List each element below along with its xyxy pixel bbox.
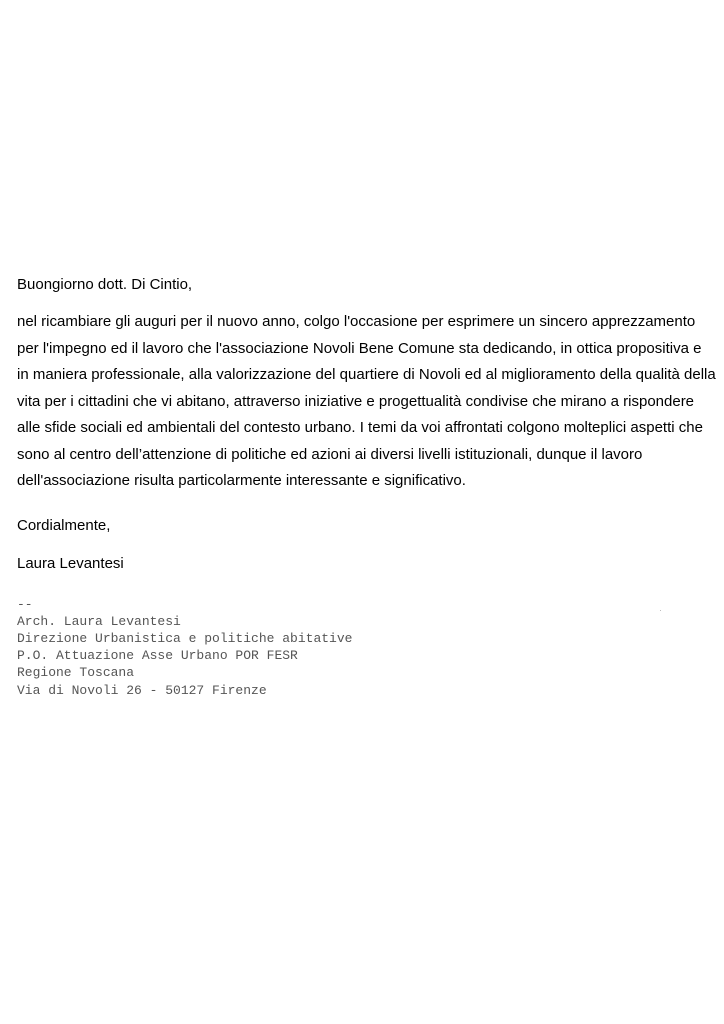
email-signature <box>17 596 717 699</box>
email-message <box>17 272 717 699</box>
author-name: Laura Levantesi <box>17 554 124 572</box>
signature-name: Arch. Laura Levantesi <box>17 613 181 629</box>
signature-unit: P.O. Attuazione Asse Urbano POR FESR <box>17 648 298 664</box>
signature-address: Via di Novoli 26 - 50127 Firenze <box>17 682 267 698</box>
signature-separator: -- <box>17 596 33 612</box>
closing: Cordialmente, <box>17 516 111 534</box>
greeting: Buongiorno dott. Di Cintio, <box>17 276 193 293</box>
signature-organization: Regione Toscana <box>17 665 135 681</box>
scan-speck <box>660 610 661 611</box>
message-body: nel ricambiare gli auguri per il nuovo anno, colgo l'occasione per esprimere un sincero apprezzamento per l'impegno ed il lavoro che l'associazione Novoli Bene Comune sta dedicando, in ottica propositiva e in maniera professionale, alla valorizzazione del quartiere di Novoli ed al miglioramento della qualità della vita per i cittadini che vi abitano, attraverso iniziative e progettualità condivise che mirano a rispondere alle sfide sociali ed ambientali del contesto urbano. I temi da voi affrontati colgono molteplici aspetti che sono al centro dell’attenzione di politiche ed azioni ai diversi livelli istituzionali, dunque il lavoro dell'associazione risulta particolarmente interessante e significativo. <box>17 313 716 489</box>
signature-department: Direzione Urbanistica e politiche abitative <box>17 630 353 646</box>
